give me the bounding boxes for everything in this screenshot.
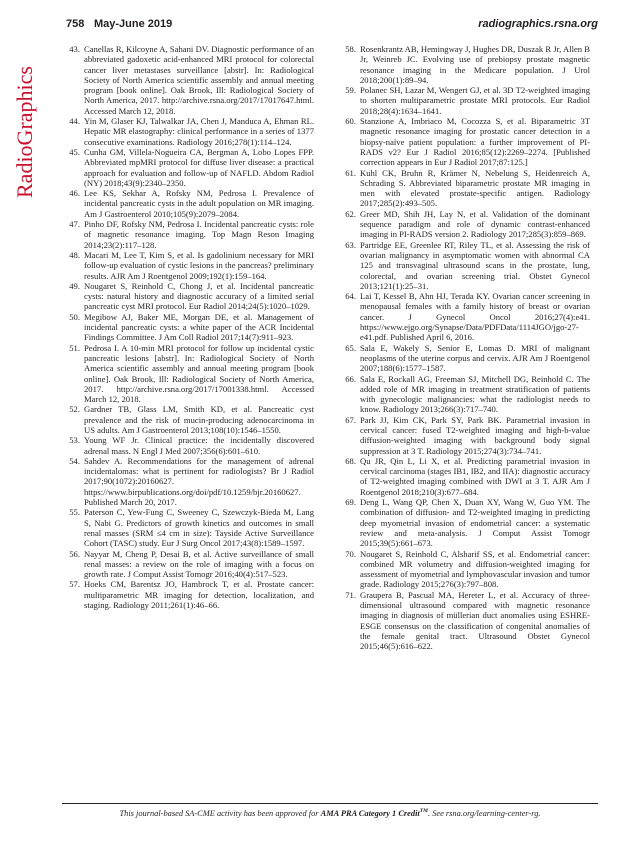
reference-item [338,85,590,116]
reference-text: Nayyar M, Cheng P, Desai B, et al. Active surveillance of small renal masses: a review on the role of imaging with a focus on growth rate. J Comput Assist Tomogr 2016;40(4):517–523. [84,548,314,580]
reference-item [62,116,314,147]
reference-item [338,209,590,240]
reference-text: Qu JR, Qin L, Li X, et al. Predicting parametrial invasion in cervical carcinoma (stages IB1, IB2, and IIA): diagnostic accuracy of T2-weighted imaging combined with DWI at 3 T. AJR Am J Roentgenol 2018;210(3):677–684. [360,455,590,497]
reference-text: Kuhl CK, Bruhn R, Krämer N, Nebelung S, Heidenreich A, Schrading S. Abbreviated biparametric prostate MR imaging in men with elevated prostate-specific antigen. Radiology 2017;285(2):493–505. [360,167,590,209]
reference-item [62,507,314,548]
reference-text: Rosenkrantz AB, Hemingway J, Hughes DR, Duszak R Jr, Allen B Jr, Weinreb JC. Evolving use of prebiopsy prostate magnetic resonance imaging in the Medicare population. J Urol 2018;200(1):89–94. [360,44,590,85]
reference-number: 44. [69,116,80,127]
reference-text: Sahdev A. Recommendations for the management of adrenal incidentalomas: what is pertinent for radiologists? Br J Radiol 2017;90(1072):20160627. https://www.birpublications.org/doi/pdf/10.1259/bjr.20160627. Published March 20, 2017. [84,455,314,508]
reference-item [338,168,590,209]
reference-item [62,579,314,610]
reference-text: Greer MD, Shih JH, Lay N, et al. Validation of the dominant sequence paradigm and role of dynamic contrast-enhanced imaging in PI-RADS version 2. Radiology 2017;285(3):859–869. [360,208,590,240]
reference-text: Sala E, Rockall AG, Freeman SJ, Mitchell DG, Reinhold C. The added role of MR imaging in treatment stratification of patients with gynecologic malignancies: what the radiologist needs to know. Radiology 2013;266(3):717–740. [360,373,590,415]
journal-site: radiographics.rsna.org [478,18,598,30]
reference-text: Gardner TB, Glass LM, Smith KD, et al. Pancreatic cyst prevalence and the risk of mucin-producing adenocarcinoma in US adults. Am J Gastroenterol 2013;108(10):1546–1550. [84,404,314,435]
reference-item [338,456,590,497]
reference-number: 55. [69,507,80,518]
reference-number: 70. [345,548,356,559]
cme-footnote [62,808,598,818]
reference-text: Lee KS, Sekhar A, Rofsky NM, Pedrosa I. Prevalence of incidental pancreatic cysts in the adult population on MR imaging. Am J Gastroenterol 2010;105(9):2079–2084. [84,188,314,219]
references-column-right [338,44,590,652]
footnote-text-after: . See rsna.org/learning-center-rg. [428,808,541,818]
radiographics-logo [6,40,42,200]
reference-number: 47. [69,219,80,230]
reference-number: 64. [345,291,356,302]
reference-text: Yin M, Glaser KJ, Talwalkar JA, Chen J, Manduca A, Ehman RL. Hepatic MR elastography: clinical performance in a series of 1377 consecutive examinations. Radiology 2016;278(1):114–124. [84,116,314,147]
reference-number: 68. [345,455,356,466]
credit-name: AMA PRA Category 1 Credit [320,808,420,818]
reference-item [338,415,590,456]
reference-text: Sala E, Wakely S, Senior E, Lomas D. MRI of malignant neoplasms of the uterine corpus and cervix. AJR Am J Roentgenol 2007;188(6):1577–1587. [360,342,590,374]
page-number: 758 [66,18,85,30]
reference-number: 45. [69,146,80,157]
reference-number: 46. [69,188,80,199]
reference-number: 51. [69,342,80,353]
reference-number: 54. [69,455,80,466]
reference-text: Pinho DF, Rofsky NM, Pedrosa I. Incidental pancreatic cysts: role of magnetic resonance imaging. Top Magn Reson Imaging 2014;23(2):117–128. [84,219,314,250]
reference-item [62,404,314,435]
reference-number: 58. [345,44,356,54]
reference-text: Nougaret S, Reinhold C, Alsharif SS, et al. Endometrial cancer: combined MR volumetry and diffusion-weighted imaging for assessment of myometrial and lymphovascular invasion and tumor grade. Radiology 2015;276(3):797–808. [360,548,590,590]
reference-number: 59. [345,85,356,96]
reference-item [62,549,314,580]
reference-item [62,44,314,116]
reference-text: Graupera B, Pascual MA, Hereter L, et al. Accuracy of three-dimensional ultrasound compared with magnetic resonance imaging in diagnosis of müllerian duct anomalies using ESHRE-ESGE consensus on the classification of congenital anomalies of the female genital tract. Ultrasound Obstet Gynecol 2015;46(5):616–622. [360,589,590,652]
footnote-text-before: This journal-based SA-CME activity has been approved for [119,808,321,818]
reference-number: 50. [69,311,80,322]
logo-wordmark: RadioGraphics [12,66,37,198]
reference-item [62,343,314,405]
reference-text: Young WF Jr. Clinical practice: the incidentally discovered adrenal mass. N Engl J Med 2007;356(6):601–610. [84,435,314,456]
reference-item [62,147,314,188]
reference-number: 63. [345,239,356,250]
reference-text: Canellas R, Kilcoyne A, Sahani DV. Diagnostic performance of an abbreviated gadoxetic acid-enhanced MRI protocol for colorectal cancer liver metastases surveillance [abstr]. In: Radiological Society of North America scientific assembly and annual meeting program [book online]. Oak Brook, Ill: Radiological Society of North America, 2017. http://archive.rsna.org/2017/17017647.html. Accessed March 12, 2018. [84,44,314,116]
reference-item [62,435,314,456]
reference-text: Deng L, Wang QP, Chen X, Duan XY, Wang W, Guo YM. The combination of diffusion- and T2-weighted imaging in predicting deep myometrial invasion of endometrial cancer: a systematic review and meta-analysis. J Comput Assist Tomogr 2015;39(5):661–673. [360,497,590,549]
reference-number: 52. [69,404,80,415]
reference-text: Paterson C, Yew-Fung C, Sweeney C, Szewczyk-Bieda M, Lang S, Nabi G. Predictors of growth kinetics and outcomes in small renal masses (SRM ≤4 cm in size): Tayside Active Surveillance Cohort (TASC) study. Eur J Surg Oncol 2017;43(8):1589–1597. [84,507,314,549]
reference-number: 57. [69,579,80,590]
reference-item [338,497,590,548]
reference-number: 60. [345,116,356,127]
references-column-left [62,44,314,610]
reference-text: Pedrosa I. A 10-min MRI protocol for follow up incidental cystic pancreatic lesions [abstr]. In: Radiological Society of North America scientific assembly and annual meeting program [book online]. Oak Brook, Ill: Radiological Society of North America, 2017. http://archive.rsna.org/2017/17001338.html. Accessed March 12, 2018. [84,342,314,405]
reference-number: 67. [345,414,356,425]
reference-item [62,219,314,250]
reference-item [62,188,314,219]
reference-number: 65. [345,342,356,353]
reference-text: Megibow AJ, Baker ME, Morgan DE, et al. Management of incidental pancreatic cysts: a white paper of the ACR Incidental Findings Committee. J Am Coll Radiol 2017;14(7):911–923. [84,311,314,343]
reference-number: 69. [345,497,356,508]
reference-text: Stanzione A, Imbriaco M, Cocozza S, et al. Biparametric 3T magnetic resonance imaging for prostatic cancer detection in a biopsy-naïve patient population: a further improvement of PI-RADS v2? Eur J Radiol 2016;85(12):2269–2274. [Published correction appears in Eur J Radiol 2017;87:125.] [360,116,590,168]
reference-number: 49. [69,280,80,291]
reference-item [62,456,314,507]
reference-item [338,291,590,342]
reference-text: Macari M, Lee T, Kim S, et al. Is gadolinium necessary for MRI follow-up evaluation of cystic lesions in the pancreas? preliminary results. AJR Am J Roentgenol 2009;192(1):159–164. [84,249,314,281]
reference-text: Nougaret S, Reinhold C, Chong J, et al. Incidental pancreatic cysts: natural history and diagnostic accuracy of a limited serial pancreatic cyst MRI protocol. Eur Radiol 2014;24(5):1020–1029. [84,280,314,312]
reference-item [338,44,590,85]
reference-item [338,549,590,590]
reference-text: Hoeks CM, Barentsz JO, Hambrock T, et al. Prostate cancer: multiparametric MR imaging for detection, localization, and staging. Radiology 2011;261(1):46–66. [84,579,314,611]
reference-item [338,590,590,652]
trademark-mark: TM [419,808,428,814]
running-header [40,18,598,34]
reference-item [62,281,314,312]
reference-number: 61. [345,167,356,178]
references-list [62,44,596,774]
reference-number: 53. [69,435,80,446]
issue-date: May-June 2019 [94,18,173,30]
reference-text: Lai T, Kessel B, Ahn HJ, Terada KY. Ovarian cancer screening in menopausal females with a family history of breast or ovarian cancer. J Gynecol Oncol 2016;27(4):e41. https://www.ejgo.org/Synapse/Data/PDFData/1114JGO/jgo-27-e41.pdf. Published April 6, 2016. [360,291,590,343]
reference-text: Park JJ, Kim CK, Park SY, Park BK. Parametrial invasion in cervical cancer: fused T2-weighted imaging and high-b-value diffusion-weighted imaging with background body signal suppression at 3 T. Radiology 2015;274(3):734–741. [360,414,590,456]
reference-number: 62. [345,208,356,219]
reference-text: Cunha GM, Villela-Nogueira CA, Bergman A, Lobo Lopes FPP. Abbreviated mpMRI protocol for diffuse liver disease: a practical approach for evaluation and follow-up of NAFLD. Abdom Radiol (NY) 2018;43(9):2340–2350. [84,146,314,188]
reference-item [338,116,590,167]
footer-divider [62,803,598,804]
reference-number: 43. [69,44,80,54]
reference-number: 71. [345,589,356,600]
reference-item [62,250,314,281]
reference-item [338,240,590,291]
reference-number: 56. [69,548,80,559]
reference-text: Partridge EE, Greenlee RT, Riley TL, et al. Assessing the risk of ovarian malignancy in asymptomatic women with abnormal CA 125 and transvaginal ultrasound scans in the prostate, lung, colorectal, and ovarian screening trial. Obstet Gynecol 2013;121(1):25–31. [360,239,590,291]
reference-text: Polanec SH, Lazar M, Wengert GJ, et al. 3D T2-weighted imaging to shorten multiparametric prostate MRI protocols. Eur Radiol 2018;28(4):1634–1641. [360,85,590,116]
reference-number: 66. [345,373,356,384]
reference-number: 48. [69,249,80,260]
reference-item [338,343,590,374]
reference-item [62,312,314,343]
reference-item [338,374,590,415]
